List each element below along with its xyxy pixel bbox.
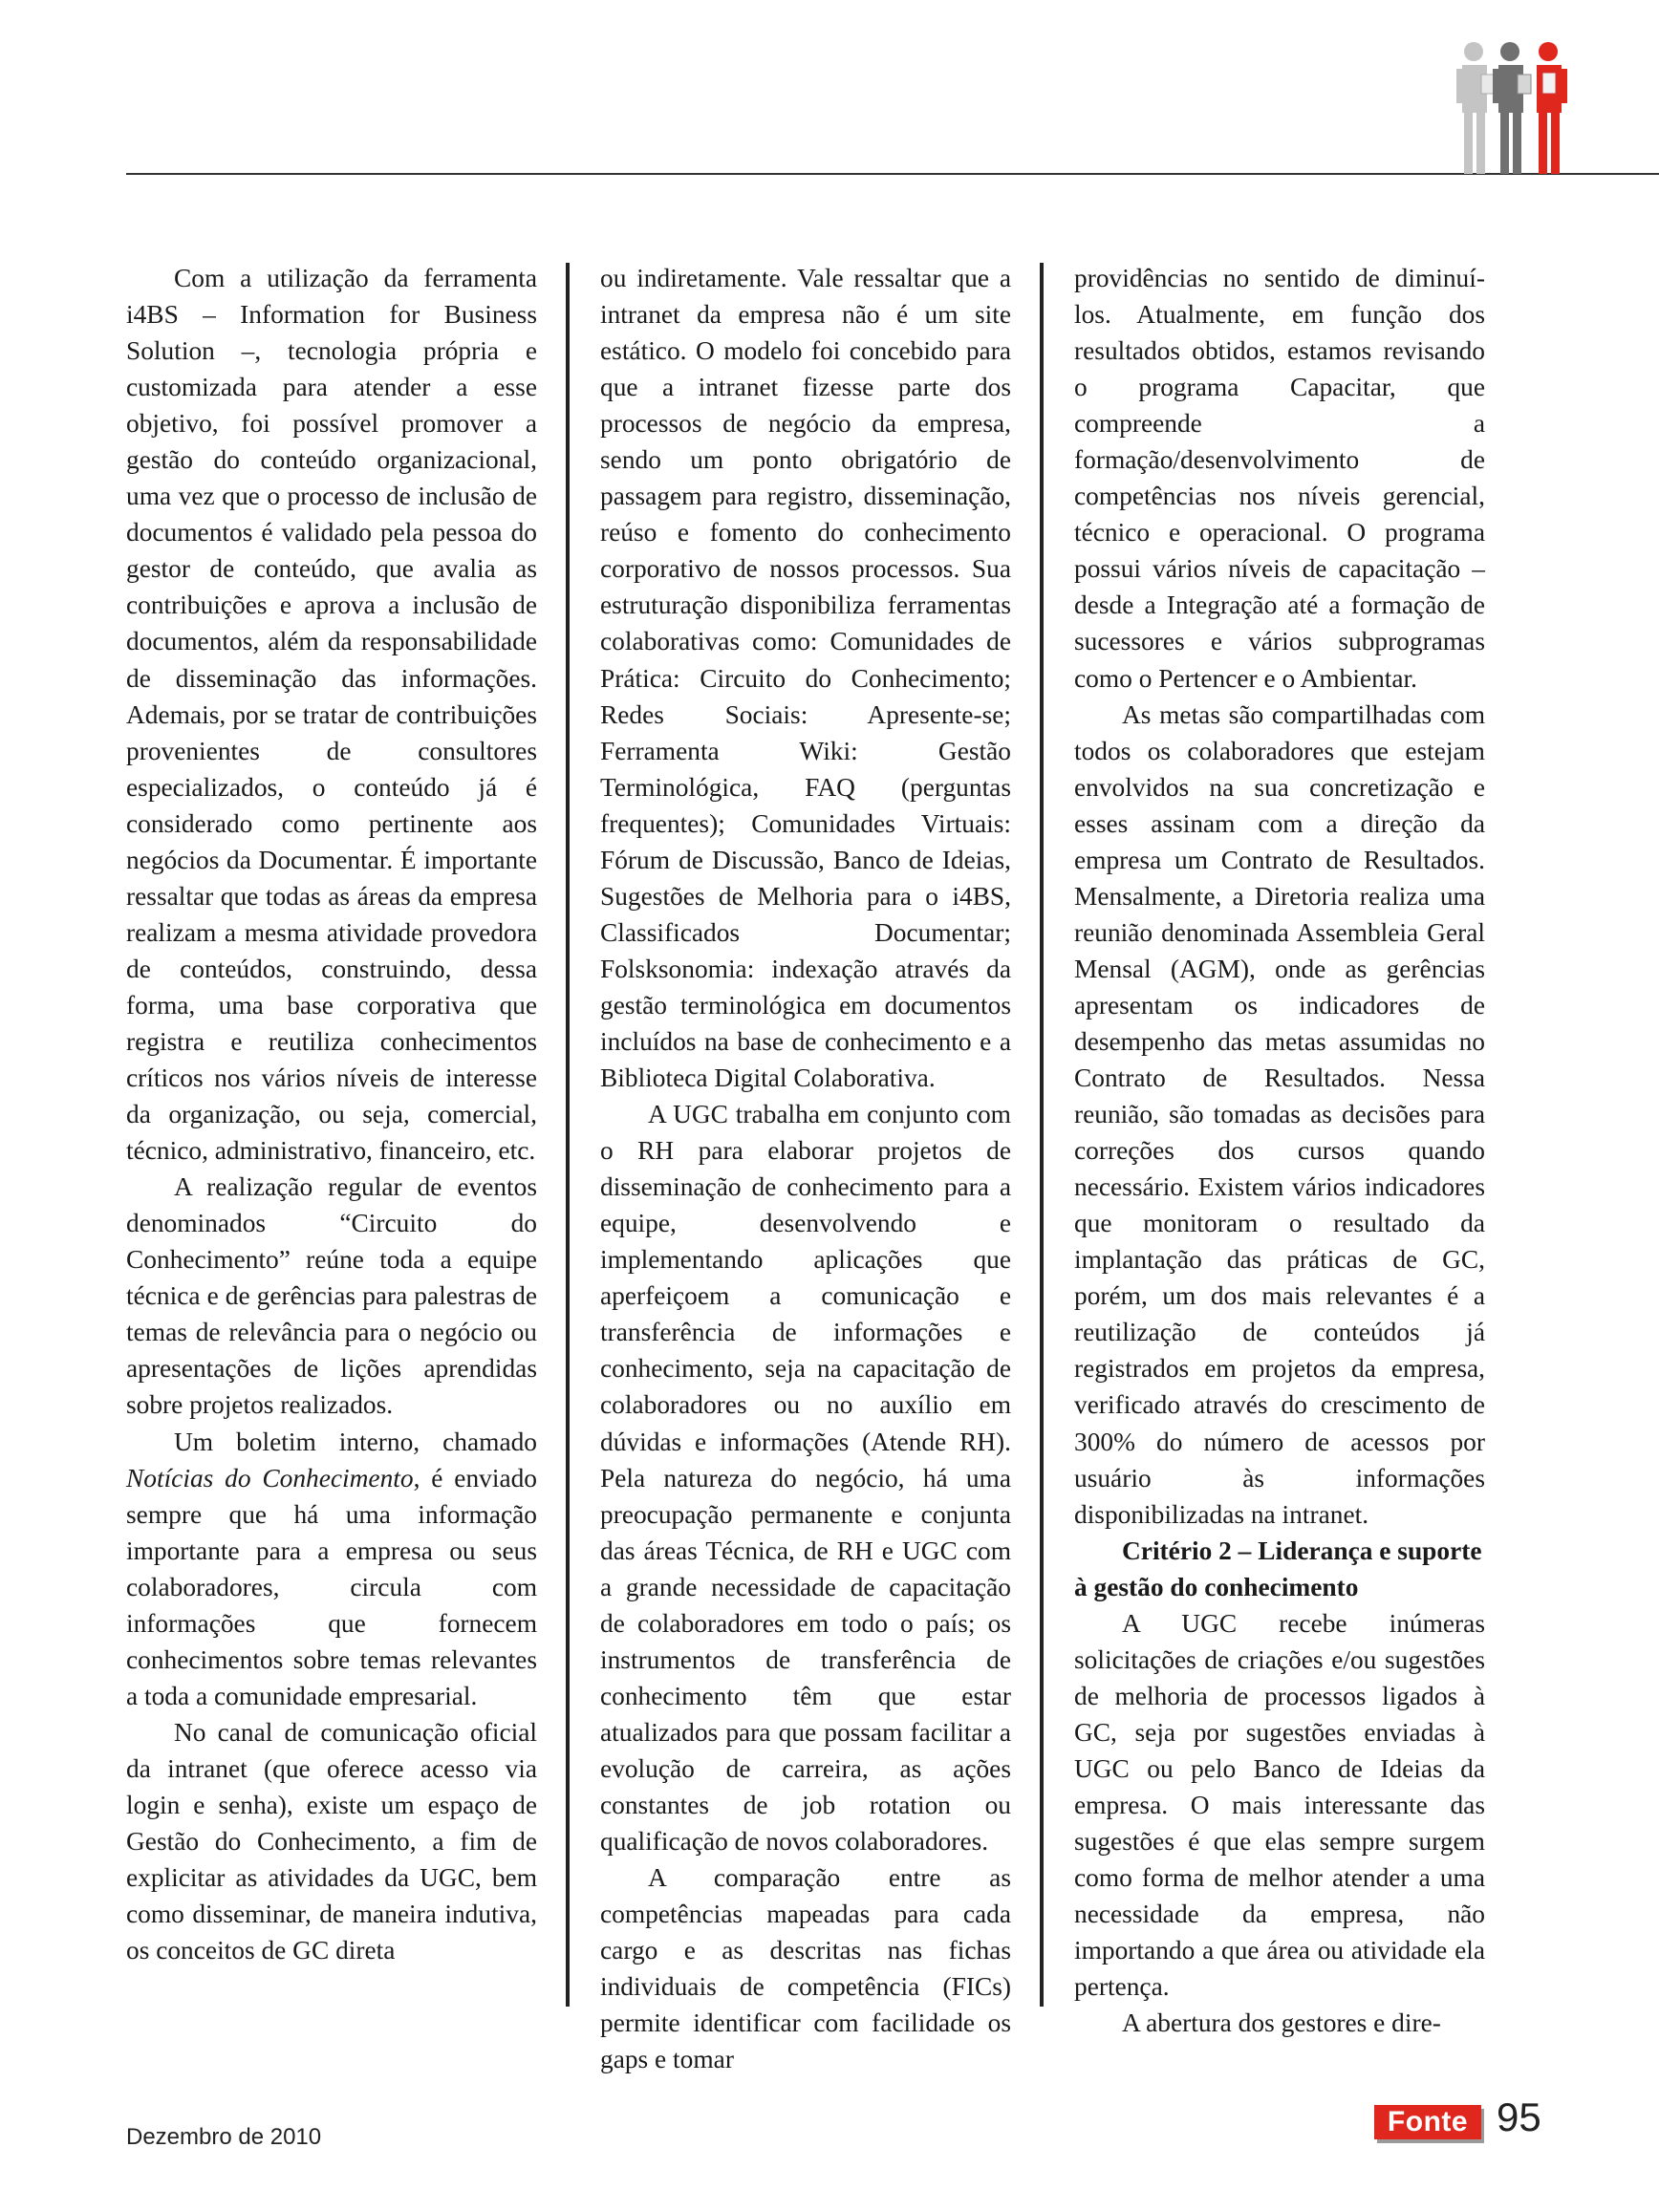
paragraph-text: Um boletim interno, chamado	[174, 1427, 537, 1456]
newsletter-title: Notícias do Conhecimento	[126, 1463, 414, 1493]
paragraph: providências no sentido de diminuí-los. Atualmente, em função dos resultados obtidos, estamos revisando o programa Capacitar, que compreende a formação/desenvolvimento de competências nos níveis gerencial, técnico e operacional. O programa possui vários níveis de capacitação – desde a Integração até a formação de sucessores e vários subprogramas como o Pertencer e o Ambientar.	[1074, 264, 1485, 693]
paragraph: No canal de comunicação oficial da intranet (que oferece acesso via login e senha), existe um espaço de Gestão do Conhecimento, a fim de explicitar as atividades da UGC, bem como disseminar, de maneira indutiva, os conceitos de GC direta	[126, 1717, 537, 1965]
paragraph: Com a utilização da ferramenta i4BS – Information for Business Solution –, tecnologia própria e customizada para atender a esse objetivo, foi possível promover a gestão do conteúdo organizacional, uma vez que o processo de inclusão de documentos é validado pela pessoa do gestor de conteúdo, que avalia as contribuições e aprova a inclusão de documentos, além da responsabilidade de disseminação das informações. Ademais, por se tratar de contribuições provenientes de consultores especializados, o conteúdo já é considerado como pertinente aos negócios da Documentar. É importante ressaltar que todas as áreas da empresa realizam a mesma atividade provedora de conteúdos, construindo, dessa forma, uma base corporativa que registra e reutiliza conhecimentos críticos nos vários níveis de interesse da organização, ou seja, comercial, técnico, administrativo, financeiro, etc.	[126, 264, 537, 1166]
issue-date: Dezembro de 2010	[126, 2124, 322, 2150]
column-divider	[1040, 263, 1044, 2007]
paragraph: A realização regular de eventos denominados “Circuito do Conhecimento” reúne toda a equipe técnica e de gerências para palestras de temas de relevância para o negócio ou apresentações de lições aprendidas sobre projetos realizados.	[126, 1172, 537, 1420]
paragraph: As metas são compartilhadas com todos os colaboradores que estejam envolvidos na sua concretização e esses assinam com a direção da empresa um Contrato de Resultados. Mensalmente, a Diretoria realiza uma reunião denominada Assembleia Geral Mensal (AGM), onde as gerências apresentam os indicadores de desempenho das metas assumidas no Contrato de Resultados. Nessa reunião, são tomadas as decisões para correções dos cursos quando necessário. Existem vários indicadores que monitoram o resultado da implantação das práticas de GC, porém, um dos mais relevantes é a reutilização de conteúdos já registrados em projetos da empresa, verificado através do crescimento de 300% do número de acessos por usuário às informações disponibilizadas na intranet.	[1074, 699, 1485, 1529]
section-heading: Critério 2 – Liderança e suporte à gestão do conhecimento	[1074, 1536, 1482, 1601]
paragraph	[126, 1424, 537, 1714]
brand-badge: Fonte	[1374, 2105, 1481, 2139]
paragraph: A comparação entre as competências mapeadas para cada cargo e as descritas nas fichas individuais de competência (FICs) permite identificar com facilidade os gaps e tomar	[600, 1863, 1011, 2074]
paragraph: ou indiretamente. Vale ressaltar que a intranet da empresa não é um site estático. O modelo foi concebido para que a intranet fizesse parte dos processos de negócio da empresa, sendo um ponto obrigatório de passagem para registro, disseminação, reúso e fomento do conhecimento corporativo de nossos processos. Sua estruturação disponibiliza ferramentas colaborativas como: Comunidades de Prática: Circuito do Conhecimento; Redes Sociais: Apresente-se; Ferramenta Wiki: Gestão Terminológica, FAQ (perguntas frequentes); Comunidades Virtuais: Fórum de Discussão, Banco de Ideias, Sugestões de Melhoria para o i4BS, Classificados Documentar; Folsksonomia: indexação através da gestão terminológica em documentos incluídos na base de conhecimento e a Biblioteca Digital Colaborativa.	[600, 264, 1011, 1093]
header-rule	[126, 173, 1659, 175]
paragraph: A UGC recebe inúmeras solicitações de criações e/ou sugestões de melhoria de processos ligados à GC, seja por sugestões enviadas à UGC ou pelo Banco de Ideias da empresa. O mais interessante das sugestões é que elas sempre surgem como forma de melhor atender a uma necessidade da empresa, não importando a que área ou atividade ela pertença.	[1074, 1608, 1485, 2002]
paragraph: A abertura dos gestores e dire-	[1122, 2008, 1441, 2038]
text-column-3	[1074, 260, 1485, 2041]
text-column-2	[600, 260, 1011, 2077]
paragraph: A UGC trabalha em conjunto com o RH para elaborar projetos de disseminação de conhecimento para a equipe, desenvolvendo e implementando aplicações que aperfeiçoem a comunicação e transferência de informações e conhecimento, seja na capacitação de colaboradores ou no auxílio em dúvidas e informações (Atende RH). Pela natureza do negócio, há uma preocupação permanente e conjunta das áreas Técnica, de RH e UGC com a grande necessidade de capacitação de colaboradores em todo o país; os instrumentos de transferência de conhecimento têm que estar atualizados para que possam facilitar a evolução de carreira, as ações constantes de job rotation ou qualificação de novos colaboradores.	[600, 1100, 1011, 1857]
paragraph-text: , é enviado sempre que há uma informação importante para a empresa ou seus colaboradores, circula com informações que fornecem conhecimentos sobre temas relevantes a toda a comunidade empresarial.	[126, 1463, 537, 1710]
text-column-1	[126, 260, 537, 1968]
column-divider	[566, 263, 570, 2007]
page-number: 95	[1497, 2094, 1541, 2139]
people-figures-icon	[1451, 40, 1579, 174]
